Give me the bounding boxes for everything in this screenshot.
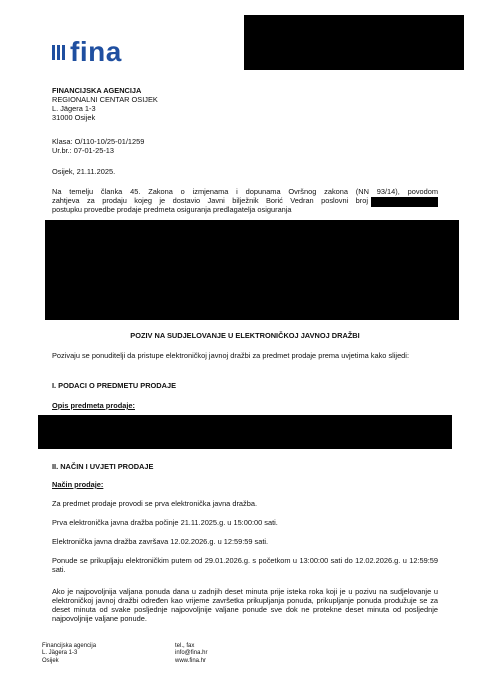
paragraph-auction-start: Prva elektronička javna dražba počinje 21.11.2025.g. u 15:00:00 sati. — [52, 518, 278, 527]
footer-left — [42, 643, 96, 665]
paragraph-extension-rule: Ako je najpovoljnija valjana ponuda dana u zadnjih deset minuta prije isteka roka koji je u pozivu na sudjelovanje u elektroničkoj javnoj dražbi određen kao vrijeme završetka prikupljanja ponuda, prikupljanje ponuda produžuje se za deset minuta od svake posljednje najpovoljnije valjane ponude sve dok ne protekne deset minuta od posljednje najpovoljnije valjane ponude. — [52, 587, 438, 623]
city: 31000 Osijek — [52, 113, 96, 122]
document-date: Osijek, 21.11.2025. — [52, 167, 116, 176]
footer-street: L. Jägera 1-3 — [42, 650, 78, 657]
regional-center: REGIONALNI CENTAR OSIJEK — [52, 95, 158, 104]
redaction-block — [244, 15, 464, 70]
section-2-heading: II. NAČIN I UVJETI PRODAJE — [52, 462, 154, 471]
footer-city: Osijek — [42, 657, 59, 664]
section-1-heading: I. PODACI O PREDMETU PRODAJE — [52, 381, 177, 390]
intro-line-1: Na temelju članka 45. Zakona o izmjenama i dopunama Ovršnog zakona (NN 93/14), povodom — [52, 187, 438, 196]
logo-text: fina — [70, 36, 122, 67]
logo-bars-icon — [52, 45, 65, 60]
intro-line-2: zahtjeva za prodaju kojeg je dostavio Javni bilježnik Borić Vedran poslovni broj — [52, 196, 368, 205]
klasa: Klasa: O/110-10/25-01/1259 — [52, 137, 145, 146]
fina-logo — [52, 38, 122, 66]
intro-paragraph — [52, 187, 438, 214]
redaction-block — [38, 415, 452, 449]
paragraph-auction-end: Elektronička javna dražba završava 12.02.2026.g. u 12:59:59 sati. — [52, 537, 269, 546]
street: L. Jägera 1-3 — [52, 104, 96, 113]
org-name: FINANCIJSKA AGENCIJA — [52, 86, 142, 95]
section-1-subheading: Opis predmeta prodaje: — [52, 401, 135, 410]
footer-right — [175, 643, 207, 665]
intro-line-3: postupku provedbe prodaje predmeta osiguranja predlagatelja osiguranja — [52, 205, 292, 214]
urbr: Ur.br.: 07-01-25-13 — [52, 146, 115, 155]
document-title: POZIV NA SUDJELOVANJE U ELEKTRONIČKOJ JAVNOJ DRAŽBI — [130, 331, 360, 340]
section-2-subheading: Način prodaje: — [52, 480, 104, 489]
footer-website: www.fina.hr — [175, 657, 207, 664]
footer-agency: Financijska agencija — [42, 643, 97, 649]
reference-numbers — [52, 137, 144, 155]
invitation-text: Pozivaju se ponuditelji da pristupe elektroničkoj javnoj dražbi za predmet prodaje prema uvjetima kako slijedi: — [52, 351, 409, 360]
paragraph-first-auction: Za predmet prodaje provodi se prva elektronička javna dražba. — [52, 499, 257, 508]
sender-address — [52, 86, 158, 122]
footer-email: info@fina.hr — [175, 650, 208, 657]
redaction-block — [45, 220, 459, 320]
footer-phone-fax: tel., fax — [175, 643, 195, 649]
paragraph-offer-collection: Ponude se prikupljaju elektroničkim putem od 29.01.2026.g. s početkom u 13:00:00 sati do 12.02.2026.g. u 12:59:59 sati. — [52, 556, 438, 574]
